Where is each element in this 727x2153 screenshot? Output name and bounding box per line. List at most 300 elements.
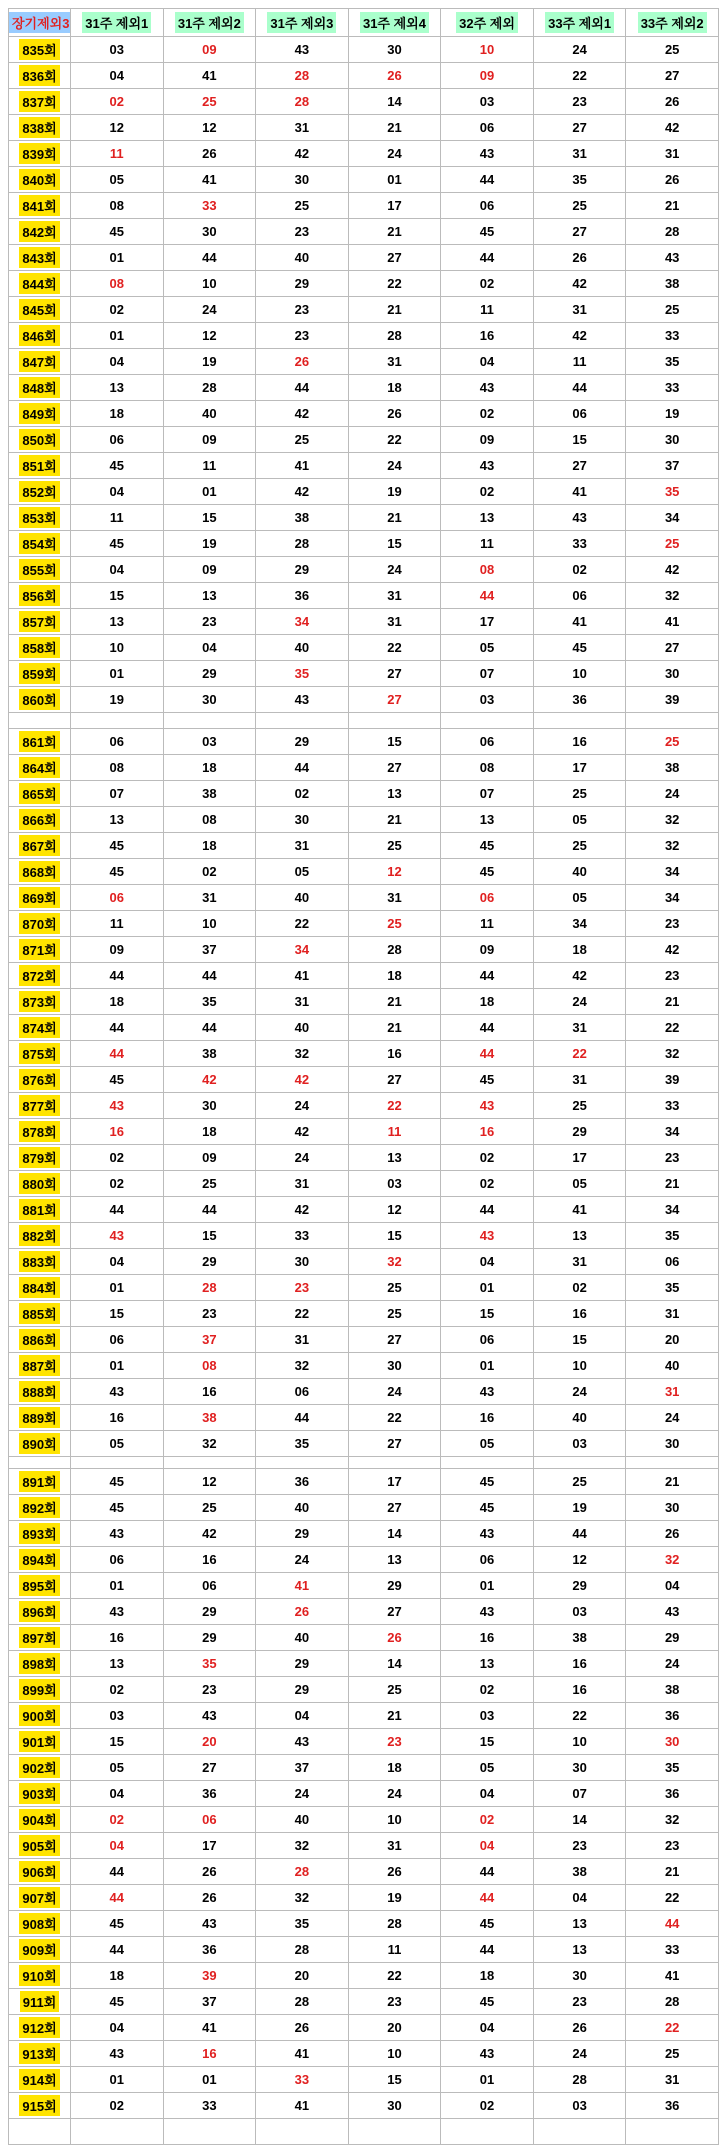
value-cell: 45	[441, 1495, 534, 1521]
value-cell: 02	[441, 1677, 534, 1703]
value-cell: 09	[441, 937, 534, 963]
value-cell: 29	[533, 1573, 626, 1599]
row-label: 871회	[19, 939, 59, 960]
value-cell: 11	[441, 531, 534, 557]
value-cell: 36	[256, 1469, 349, 1495]
table-row	[9, 1249, 719, 1275]
row-label-cell	[9, 245, 71, 271]
value-cell: 42	[256, 479, 349, 505]
value-cell: 41	[256, 1573, 349, 1599]
table-row	[9, 833, 719, 859]
table-row	[9, 1197, 719, 1223]
value-cell: 27	[163, 1755, 256, 1781]
value-cell: 02	[441, 479, 534, 505]
row-label: 847회	[19, 351, 59, 372]
value-cell: 16	[163, 1379, 256, 1405]
value-cell: 44	[441, 1041, 534, 1067]
value-cell: 03	[348, 1171, 441, 1197]
column-header-label: 33주 제외2	[638, 12, 707, 33]
table-row	[9, 1729, 719, 1755]
row-label: 879회	[19, 1147, 59, 1168]
value-cell: 16	[533, 729, 626, 755]
value-cell: 21	[626, 989, 719, 1015]
value-cell: 26	[163, 1859, 256, 1885]
value-cell: 36	[626, 1703, 719, 1729]
value-cell: 29	[533, 1119, 626, 1145]
value-cell: 23	[163, 1301, 256, 1327]
value-cell: 19	[348, 479, 441, 505]
value-cell: 43	[163, 1703, 256, 1729]
row-label-cell	[9, 167, 71, 193]
row-label: 867회	[19, 835, 59, 856]
value-cell: 21	[626, 1469, 719, 1495]
value-cell: 01	[71, 1573, 164, 1599]
value-cell: 44	[71, 1015, 164, 1041]
value-cell: 08	[71, 271, 164, 297]
value-cell: 16	[163, 2041, 256, 2067]
value-cell: 18	[348, 1755, 441, 1781]
value-cell: 15	[348, 729, 441, 755]
header-row	[9, 9, 719, 37]
value-cell: 10	[163, 911, 256, 937]
value-cell: 04	[71, 349, 164, 375]
table-row	[9, 661, 719, 687]
value-cell: 35	[256, 1431, 349, 1457]
value-cell: 06	[163, 1807, 256, 1833]
value-cell: 26	[533, 2015, 626, 2041]
value-cell: 44	[626, 1911, 719, 1937]
value-cell: 44	[441, 1937, 534, 1963]
row-label-cell	[9, 1573, 71, 1599]
row-label: 840회	[19, 169, 59, 190]
value-cell: 03	[71, 37, 164, 63]
value-cell: 18	[163, 755, 256, 781]
value-cell: 32	[626, 807, 719, 833]
table-body	[9, 37, 719, 2145]
value-cell: 24	[256, 1547, 349, 1573]
row-label-cell	[9, 963, 71, 989]
value-cell: 22	[348, 427, 441, 453]
value-cell: 19	[348, 1885, 441, 1911]
row-label: 836회	[19, 65, 59, 86]
value-cell: 43	[71, 1599, 164, 1625]
value-cell: 43	[256, 37, 349, 63]
empty-cell	[71, 2119, 164, 2145]
value-cell: 02	[71, 2093, 164, 2119]
row-label-cell	[9, 193, 71, 219]
table-row	[9, 2067, 719, 2093]
value-cell: 43	[163, 1911, 256, 1937]
value-cell: 21	[348, 1703, 441, 1729]
value-cell: 19	[71, 687, 164, 713]
value-cell: 21	[626, 1171, 719, 1197]
corner-header	[9, 9, 71, 37]
value-cell: 27	[533, 453, 626, 479]
column-header-label: 31주 제외4	[360, 12, 429, 33]
table-row	[9, 89, 719, 115]
row-label-cell	[9, 1807, 71, 1833]
value-cell: 28	[348, 323, 441, 349]
row-label: 860회	[19, 689, 59, 710]
value-cell: 42	[163, 1521, 256, 1547]
value-cell: 15	[348, 2067, 441, 2093]
value-cell: 27	[626, 63, 719, 89]
value-cell: 12	[163, 1469, 256, 1495]
value-cell: 31	[348, 349, 441, 375]
row-label: 898회	[19, 1653, 59, 1674]
value-cell: 45	[441, 859, 534, 885]
value-cell: 31	[533, 1015, 626, 1041]
value-cell: 16	[71, 1625, 164, 1651]
value-cell: 26	[256, 2015, 349, 2041]
value-cell: 25	[533, 833, 626, 859]
value-cell: 23	[626, 1145, 719, 1171]
value-cell: 37	[163, 937, 256, 963]
row-label: 903회	[19, 1783, 59, 1804]
value-cell: 03	[533, 1431, 626, 1457]
table-row	[9, 1093, 719, 1119]
value-cell: 16	[441, 1625, 534, 1651]
table-row	[9, 1937, 719, 1963]
value-cell: 45	[441, 833, 534, 859]
value-cell: 25	[348, 1677, 441, 1703]
value-cell: 21	[348, 989, 441, 1015]
value-cell: 03	[533, 2093, 626, 2119]
value-cell: 28	[163, 375, 256, 401]
value-cell: 15	[533, 1327, 626, 1353]
value-cell: 33	[163, 193, 256, 219]
value-cell: 42	[256, 1119, 349, 1145]
row-label-cell	[9, 1405, 71, 1431]
value-cell: 44	[441, 1885, 534, 1911]
value-cell: 38	[533, 1625, 626, 1651]
row-label: 901회	[19, 1731, 59, 1752]
value-cell: 18	[348, 963, 441, 989]
value-cell: 23	[348, 1729, 441, 1755]
value-cell: 22	[256, 911, 349, 937]
value-cell: 40	[256, 1625, 349, 1651]
value-cell: 05	[441, 635, 534, 661]
value-cell: 32	[626, 583, 719, 609]
row-label-cell	[9, 479, 71, 505]
table-row	[9, 1521, 719, 1547]
value-cell: 13	[163, 583, 256, 609]
value-cell: 29	[256, 729, 349, 755]
value-cell: 44	[441, 1015, 534, 1041]
value-cell: 43	[441, 141, 534, 167]
value-cell: 35	[626, 1223, 719, 1249]
value-cell: 11	[441, 297, 534, 323]
value-cell: 44	[441, 583, 534, 609]
value-cell: 21	[348, 1015, 441, 1041]
row-label-cell	[9, 1145, 71, 1171]
value-cell: 18	[533, 937, 626, 963]
value-cell: 06	[71, 1327, 164, 1353]
column-header-label: 31주 제외3	[267, 12, 336, 33]
value-cell: 37	[163, 1989, 256, 2015]
table-row	[9, 1015, 719, 1041]
value-cell: 40	[163, 401, 256, 427]
row-label-cell	[9, 297, 71, 323]
value-cell: 23	[256, 219, 349, 245]
value-cell: 42	[256, 401, 349, 427]
row-label: 841회	[19, 195, 59, 216]
value-cell: 07	[71, 781, 164, 807]
row-label-cell	[9, 453, 71, 479]
value-cell: 02	[533, 1275, 626, 1301]
value-cell: 20	[626, 1327, 719, 1353]
value-cell: 10	[163, 271, 256, 297]
value-cell: 43	[71, 2041, 164, 2067]
row-label: 850회	[19, 429, 59, 450]
row-label: 906회	[19, 1861, 59, 1882]
value-cell: 44	[441, 1859, 534, 1885]
value-cell: 26	[348, 401, 441, 427]
row-label: 897회	[19, 1627, 59, 1648]
value-cell: 31	[256, 115, 349, 141]
value-cell: 14	[533, 1807, 626, 1833]
value-cell: 22	[533, 1041, 626, 1067]
value-cell: 24	[626, 1405, 719, 1431]
value-cell: 41	[533, 1197, 626, 1223]
value-cell: 05	[256, 859, 349, 885]
row-label: 908회	[19, 1913, 59, 1934]
column-header	[348, 9, 441, 37]
value-cell: 24	[533, 37, 626, 63]
value-cell: 38	[163, 1405, 256, 1431]
value-cell: 31	[163, 885, 256, 911]
value-cell: 42	[533, 271, 626, 297]
value-cell: 11	[71, 141, 164, 167]
value-cell: 09	[441, 427, 534, 453]
row-label: 899회	[19, 1679, 59, 1700]
row-label-cell	[9, 89, 71, 115]
row-label-cell	[9, 1469, 71, 1495]
value-cell: 16	[163, 1547, 256, 1573]
value-cell: 02	[256, 781, 349, 807]
value-cell: 41	[626, 1963, 719, 1989]
value-cell: 24	[163, 297, 256, 323]
value-cell: 26	[348, 1859, 441, 1885]
value-cell: 27	[348, 1495, 441, 1521]
value-cell: 43	[441, 1599, 534, 1625]
value-cell: 18	[441, 989, 534, 1015]
value-cell: 13	[71, 375, 164, 401]
row-label-cell	[9, 1327, 71, 1353]
value-cell: 27	[348, 661, 441, 687]
value-cell: 30	[348, 2093, 441, 2119]
value-cell: 30	[163, 219, 256, 245]
row-label-cell	[9, 755, 71, 781]
table-row	[9, 219, 719, 245]
empty-cell	[626, 713, 719, 729]
value-cell: 41	[256, 2093, 349, 2119]
row-label-cell	[9, 1431, 71, 1457]
value-cell: 30	[626, 1495, 719, 1521]
value-cell: 25	[626, 729, 719, 755]
value-cell: 09	[163, 1145, 256, 1171]
row-label-cell	[9, 1223, 71, 1249]
value-cell: 35	[256, 1911, 349, 1937]
table-row	[9, 323, 719, 349]
row-label-cell	[9, 37, 71, 63]
value-cell: 13	[348, 1145, 441, 1171]
row-label-cell	[9, 1275, 71, 1301]
value-cell: 43	[256, 1729, 349, 1755]
value-cell: 43	[626, 245, 719, 271]
value-cell: 12	[163, 323, 256, 349]
table-row	[9, 2041, 719, 2067]
value-cell: 34	[256, 609, 349, 635]
value-cell: 09	[163, 427, 256, 453]
value-cell: 12	[533, 1547, 626, 1573]
value-cell: 01	[71, 1353, 164, 1379]
row-label: 915회	[19, 2095, 59, 2116]
empty-cell	[441, 2119, 534, 2145]
value-cell: 41	[533, 609, 626, 635]
value-cell: 03	[441, 687, 534, 713]
value-cell: 23	[256, 297, 349, 323]
row-label-cell	[9, 1249, 71, 1275]
row-label: 893회	[19, 1523, 59, 1544]
value-cell: 13	[71, 609, 164, 635]
value-cell: 05	[71, 1755, 164, 1781]
value-cell: 39	[626, 687, 719, 713]
value-cell: 09	[441, 63, 534, 89]
value-cell: 32	[256, 1885, 349, 1911]
value-cell: 02	[71, 1145, 164, 1171]
value-cell: 06	[71, 427, 164, 453]
value-cell: 31	[256, 1171, 349, 1197]
value-cell: 21	[626, 1859, 719, 1885]
table-row	[9, 2015, 719, 2041]
value-cell: 25	[348, 911, 441, 937]
value-cell: 02	[71, 297, 164, 323]
value-cell: 18	[71, 989, 164, 1015]
value-cell: 34	[626, 1197, 719, 1223]
value-cell: 15	[441, 1301, 534, 1327]
row-label: 888회	[19, 1381, 59, 1402]
value-cell: 35	[626, 1755, 719, 1781]
empty-cell	[9, 713, 71, 729]
value-cell: 03	[441, 89, 534, 115]
value-cell: 41	[533, 479, 626, 505]
empty-cell	[71, 1457, 164, 1469]
value-cell: 02	[441, 401, 534, 427]
value-cell: 38	[163, 781, 256, 807]
value-cell: 26	[626, 1521, 719, 1547]
value-cell: 42	[626, 937, 719, 963]
row-label-cell	[9, 1937, 71, 1963]
value-cell: 06	[441, 885, 534, 911]
value-cell: 41	[163, 63, 256, 89]
value-cell: 31	[626, 1301, 719, 1327]
value-cell: 37	[256, 1755, 349, 1781]
value-cell: 44	[441, 245, 534, 271]
value-cell: 38	[163, 1041, 256, 1067]
value-cell: 28	[348, 1911, 441, 1937]
value-cell: 22	[256, 1301, 349, 1327]
empty-cell	[441, 1457, 534, 1469]
value-cell: 01	[348, 167, 441, 193]
row-label-cell	[9, 1015, 71, 1041]
empty-cell	[626, 2119, 719, 2145]
value-cell: 27	[348, 1327, 441, 1353]
value-cell: 30	[626, 661, 719, 687]
value-cell: 27	[626, 635, 719, 661]
value-cell: 24	[256, 1145, 349, 1171]
value-cell: 17	[163, 1833, 256, 1859]
value-cell: 04	[71, 557, 164, 583]
value-cell: 45	[71, 1469, 164, 1495]
column-header-label: 31주 제외1	[82, 12, 151, 33]
value-cell: 02	[441, 2093, 534, 2119]
value-cell: 45	[71, 1911, 164, 1937]
row-label-cell	[9, 1755, 71, 1781]
value-cell: 35	[626, 349, 719, 375]
value-cell: 43	[441, 1093, 534, 1119]
row-label-cell	[9, 911, 71, 937]
row-label: 839회	[19, 143, 59, 164]
row-label-cell	[9, 1119, 71, 1145]
value-cell: 23	[626, 911, 719, 937]
value-cell: 25	[256, 427, 349, 453]
row-label: 883회	[19, 1251, 59, 1272]
table-row	[9, 1573, 719, 1599]
value-cell: 07	[441, 781, 534, 807]
row-label-cell	[9, 729, 71, 755]
row-label: 876회	[19, 1069, 59, 1090]
value-cell: 20	[163, 1729, 256, 1755]
row-label: 843회	[19, 247, 59, 268]
value-cell: 22	[348, 1405, 441, 1431]
value-cell: 35	[626, 1275, 719, 1301]
value-cell: 03	[163, 729, 256, 755]
row-label: 905회	[19, 1835, 59, 1856]
row-label-cell	[9, 375, 71, 401]
row-label-cell	[9, 557, 71, 583]
value-cell: 27	[348, 245, 441, 271]
value-cell: 21	[348, 115, 441, 141]
table-row	[9, 167, 719, 193]
table-row	[9, 1599, 719, 1625]
value-cell: 45	[533, 635, 626, 661]
value-cell: 08	[163, 807, 256, 833]
corner-header-label: 장기제외3	[9, 12, 71, 33]
row-label-cell	[9, 1989, 71, 2015]
value-cell: 22	[348, 1963, 441, 1989]
value-cell: 06	[626, 1249, 719, 1275]
value-cell: 06	[256, 1379, 349, 1405]
value-cell: 45	[71, 1495, 164, 1521]
value-cell: 06	[533, 401, 626, 427]
empty-cell	[533, 1457, 626, 1469]
value-cell: 43	[441, 2041, 534, 2067]
value-cell: 29	[348, 1573, 441, 1599]
value-cell: 11	[348, 1937, 441, 1963]
value-cell: 34	[626, 1119, 719, 1145]
value-cell: 25	[626, 37, 719, 63]
row-label-cell	[9, 1729, 71, 1755]
value-cell: 32	[256, 1833, 349, 1859]
value-cell: 06	[441, 1327, 534, 1353]
value-cell: 07	[533, 1781, 626, 1807]
value-cell: 15	[163, 505, 256, 531]
value-cell: 42	[256, 141, 349, 167]
column-header	[71, 9, 164, 37]
value-cell: 29	[256, 1651, 349, 1677]
value-cell: 29	[626, 1625, 719, 1651]
